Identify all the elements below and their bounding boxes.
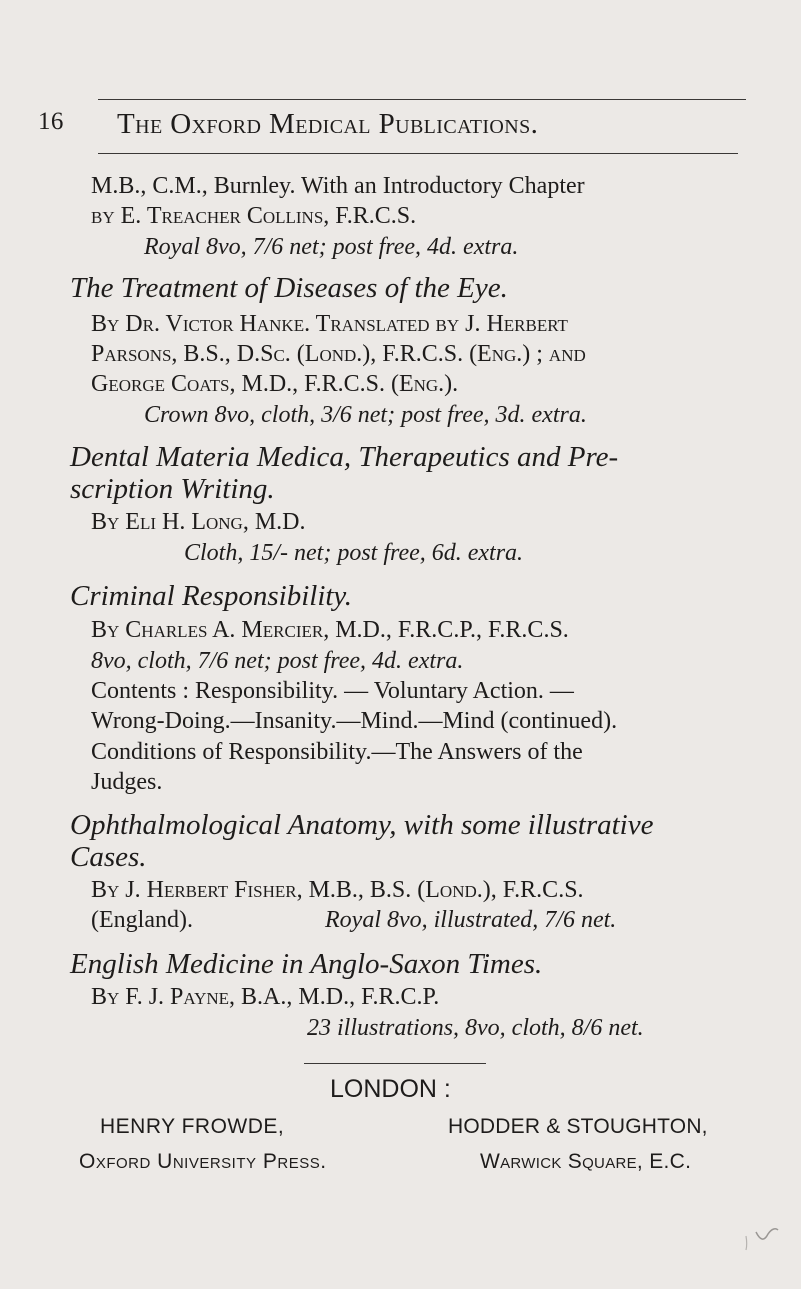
author-line: (England). (91, 907, 193, 933)
author-line: By F. J. Payne, B.A., M.D., F.R.C.P. (91, 984, 440, 1010)
author-line: By Charles A. Mercier, M.D., F.R.C.P., F.R.C.S. (91, 617, 569, 643)
author-line: Parsons, B.S., D.Sc. (Lond.), F.R.C.S. (Eng.) ; and (91, 341, 586, 367)
footer-rule (304, 1063, 486, 1064)
running-title: The Oxford Medical Publications. (117, 108, 539, 140)
price-line: 8vo, cloth, 7/6 net; post free, 4d. extra. (91, 648, 464, 674)
imprint-left-publisher: HENRY FROWDE, (100, 1115, 285, 1138)
entry-title: scription Writing. (70, 473, 275, 505)
contents-line: Conditions of Responsibility.—The Answers of the (91, 739, 583, 765)
author-line: M.B., C.M., Burnley. With an Introductory Chapter (91, 173, 585, 199)
price-line: Crown 8vo, cloth, 3/6 net; post free, 3d. extra. (144, 402, 587, 428)
price-line: Royal 8vo, 7/6 net; post free, 4d. extra. (144, 234, 519, 260)
contents-line: Judges. (91, 769, 163, 795)
author-line: By Dr. Victor Hanke. Translated by J. Herbert (91, 311, 568, 337)
imprint-right-publisher: HODDER & STOUGHTON, (448, 1115, 708, 1138)
page-number: 16 (38, 108, 64, 135)
price-line: Royal 8vo, illustrated, 7/6 net. (325, 907, 617, 933)
author-line: By J. Herbert Fisher, M.B., B.S. (Lond.), F.R.C.S. (91, 877, 584, 903)
entry-title: English Medicine in Anglo-Saxon Times. (70, 948, 543, 980)
price-line: Cloth, 15/- net; post free, 6d. extra. (184, 540, 524, 566)
imprint-left-press: Oxford University Press. (79, 1150, 327, 1173)
entry-title: The Treatment of Diseases of the Eye. (70, 272, 508, 304)
price-line: 23 illustrations, 8vo, cloth, 8/6 net. (307, 1015, 644, 1041)
contents-line: Wrong-Doing.—Insanity.—Mind.—Mind (continued). (91, 708, 618, 734)
imprint-right-address: Warwick Square, E.C. (480, 1150, 692, 1173)
author-line: by E. Treacher Collins, F.R.C.S. (91, 203, 417, 229)
author-line: By Eli H. Long, M.D. (91, 509, 306, 535)
imprint-city: LONDON : (330, 1075, 451, 1103)
author-line: George Coats, M.D., F.R.C.S. (Eng.). (91, 371, 459, 397)
entry-title: Cases. (70, 841, 147, 873)
ink-mark (742, 1222, 782, 1252)
contents-line: Contents : Responsibility. — Voluntary Action. — (91, 678, 574, 704)
header-top-rule (98, 99, 746, 100)
entry-title: Ophthalmological Anatomy, with some illustrative (70, 809, 654, 841)
header-bottom-rule (98, 153, 738, 154)
entry-title: Dental Materia Medica, Therapeutics and Pre- (70, 441, 619, 473)
entry-title: Criminal Responsibility. (70, 580, 352, 612)
